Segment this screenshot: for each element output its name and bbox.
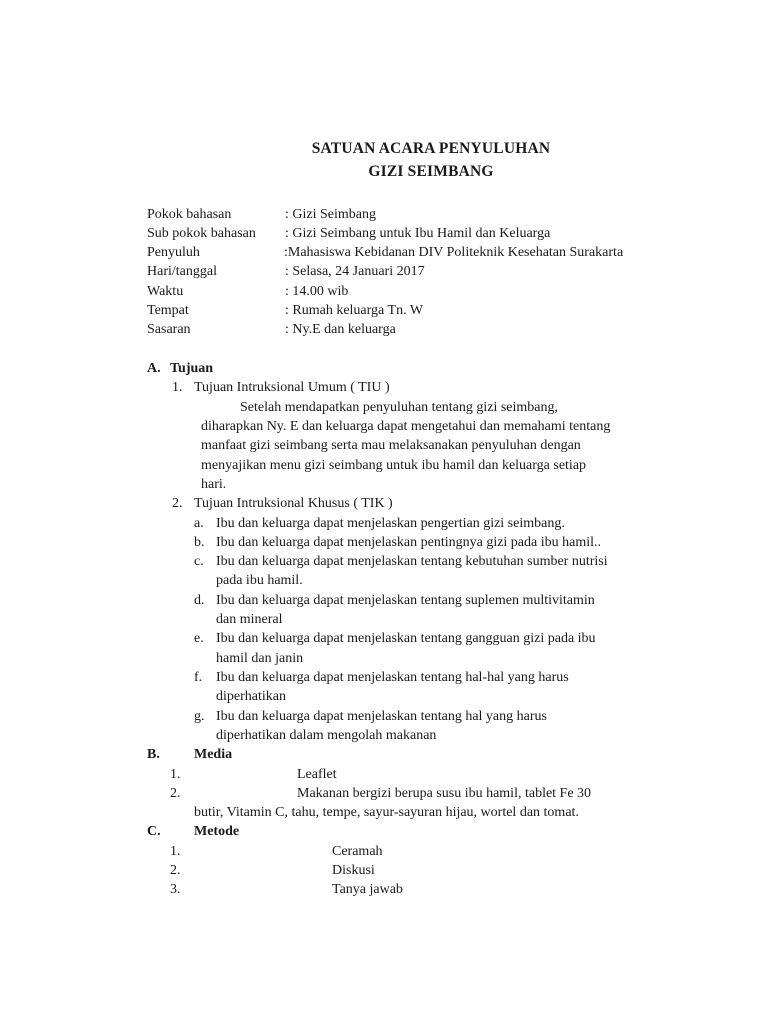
list-letter: a. [194, 516, 204, 531]
document-subtitle: GIZI SEIMBANG [368, 163, 494, 180]
info-label: Sub pokok bahasan [147, 226, 256, 241]
tik-item-text: hamil dan janin [216, 651, 304, 666]
info-value: : Gizi Seimbang [285, 207, 376, 222]
tik-item-text: diperhatikan dalam mengolah makanan [216, 728, 437, 743]
list-letter: b. [194, 535, 205, 550]
tik-item-text: Ibu dan keluarga dapat menjelaskan pengertian gizi seimbang. [216, 516, 565, 531]
info-value: : Ny.E dan keluarga [285, 322, 396, 337]
tik-item-text: Ibu dan keluarga dapat menjelaskan pentingnya gizi pada ibu hamil.. [216, 535, 602, 550]
list-number: 1. [170, 767, 181, 782]
section-marker: A. [147, 361, 161, 376]
tik-item-text: dan mineral [216, 612, 283, 627]
section-heading: Media [194, 747, 233, 762]
info-label: Waktu [147, 284, 184, 299]
list-letter: c. [194, 554, 204, 569]
media-item-text: butir, Vitamin C, tahu, tempe, sayur-sayuran hijau, wortel dan tomat. [194, 805, 579, 820]
info-value: :Mahasiswa Kebidanan DIV Politeknik Kesehatan Surakarta [284, 245, 624, 260]
section-heading: Tujuan [170, 361, 214, 376]
info-label: Hari/tanggal [147, 264, 217, 279]
section-marker: B. [147, 747, 160, 762]
list-number: 1. [170, 844, 181, 859]
tik-item-text: diperhatikan [216, 689, 286, 704]
info-label: Tempat [147, 303, 189, 318]
tik-item-text: Ibu dan keluarga dapat menjelaskan tentang gangguan gizi pada ibu [216, 631, 596, 646]
tik-item-text: pada ibu hamil. [216, 573, 303, 588]
tiu-paragraph-line: hari. [201, 477, 227, 492]
info-label: Penyuluh [147, 245, 200, 260]
tiu-paragraph-line: diharapkan Ny. E dan keluarga dapat mengetahui dan memahami tentang [201, 419, 611, 434]
list-letter: g. [194, 709, 205, 724]
metode-item-text: Ceramah [332, 844, 383, 859]
tiu-paragraph-line: Setelah mendapatkan penyuluhan tentang gizi seimbang, [240, 400, 559, 415]
metode-item-text: Tanya jawab [332, 882, 403, 897]
tik-item-text: Ibu dan keluarga dapat menjelaskan tentang hal-hal yang harus [216, 670, 569, 685]
tiu-title: Tujuan Intruksional Umum ( TIU ) [194, 380, 390, 395]
list-number: 2. [172, 496, 183, 511]
list-number: 3. [170, 882, 181, 897]
metode-item-text: Diskusi [332, 863, 375, 878]
document-title: SATUAN ACARA PENYULUHAN [311, 140, 551, 157]
info-value: : Selasa, 24 Januari 2017 [285, 264, 425, 279]
info-label: Pokok bahasan [147, 207, 232, 222]
tik-item-text: Ibu dan keluarga dapat menjelaskan tentang suplemen multivitamin [216, 593, 595, 608]
tik-item-text: Ibu dan keluarga dapat menjelaskan tentang hal yang harus [216, 709, 547, 724]
list-letter: e. [194, 631, 204, 646]
media-item-text: Makanan bergizi berupa susu ibu hamil, tablet Fe 30 [297, 786, 592, 801]
tik-item-text: Ibu dan keluarga dapat menjelaskan tentang kebutuhan sumber nutrisi [216, 554, 608, 569]
list-letter: f. [194, 670, 203, 685]
info-value: : Rumah keluarga Tn. W [285, 303, 424, 318]
list-number: 1. [172, 380, 183, 395]
info-label: Sasaran [147, 322, 191, 337]
list-number: 2. [170, 786, 181, 801]
tiu-paragraph-line: manfaat gizi seimbang serta mau melaksanakan penyuluhan dengan [201, 438, 581, 453]
info-value: : Gizi Seimbang untuk Ibu Hamil dan Keluarga [285, 226, 551, 241]
media-item-text: Leaflet [297, 767, 337, 782]
section-heading: Metode [194, 824, 240, 839]
section-marker: C. [147, 824, 161, 839]
list-number: 2. [170, 863, 181, 878]
tik-title: Tujuan Intruksional Khusus ( TIK ) [194, 496, 393, 511]
list-letter: d. [194, 593, 205, 608]
info-value: : 14.00 wib [285, 284, 349, 299]
tiu-paragraph-line: menyajikan menu gizi seimbang untuk ibu hamil dan keluarga setiap [201, 458, 587, 473]
